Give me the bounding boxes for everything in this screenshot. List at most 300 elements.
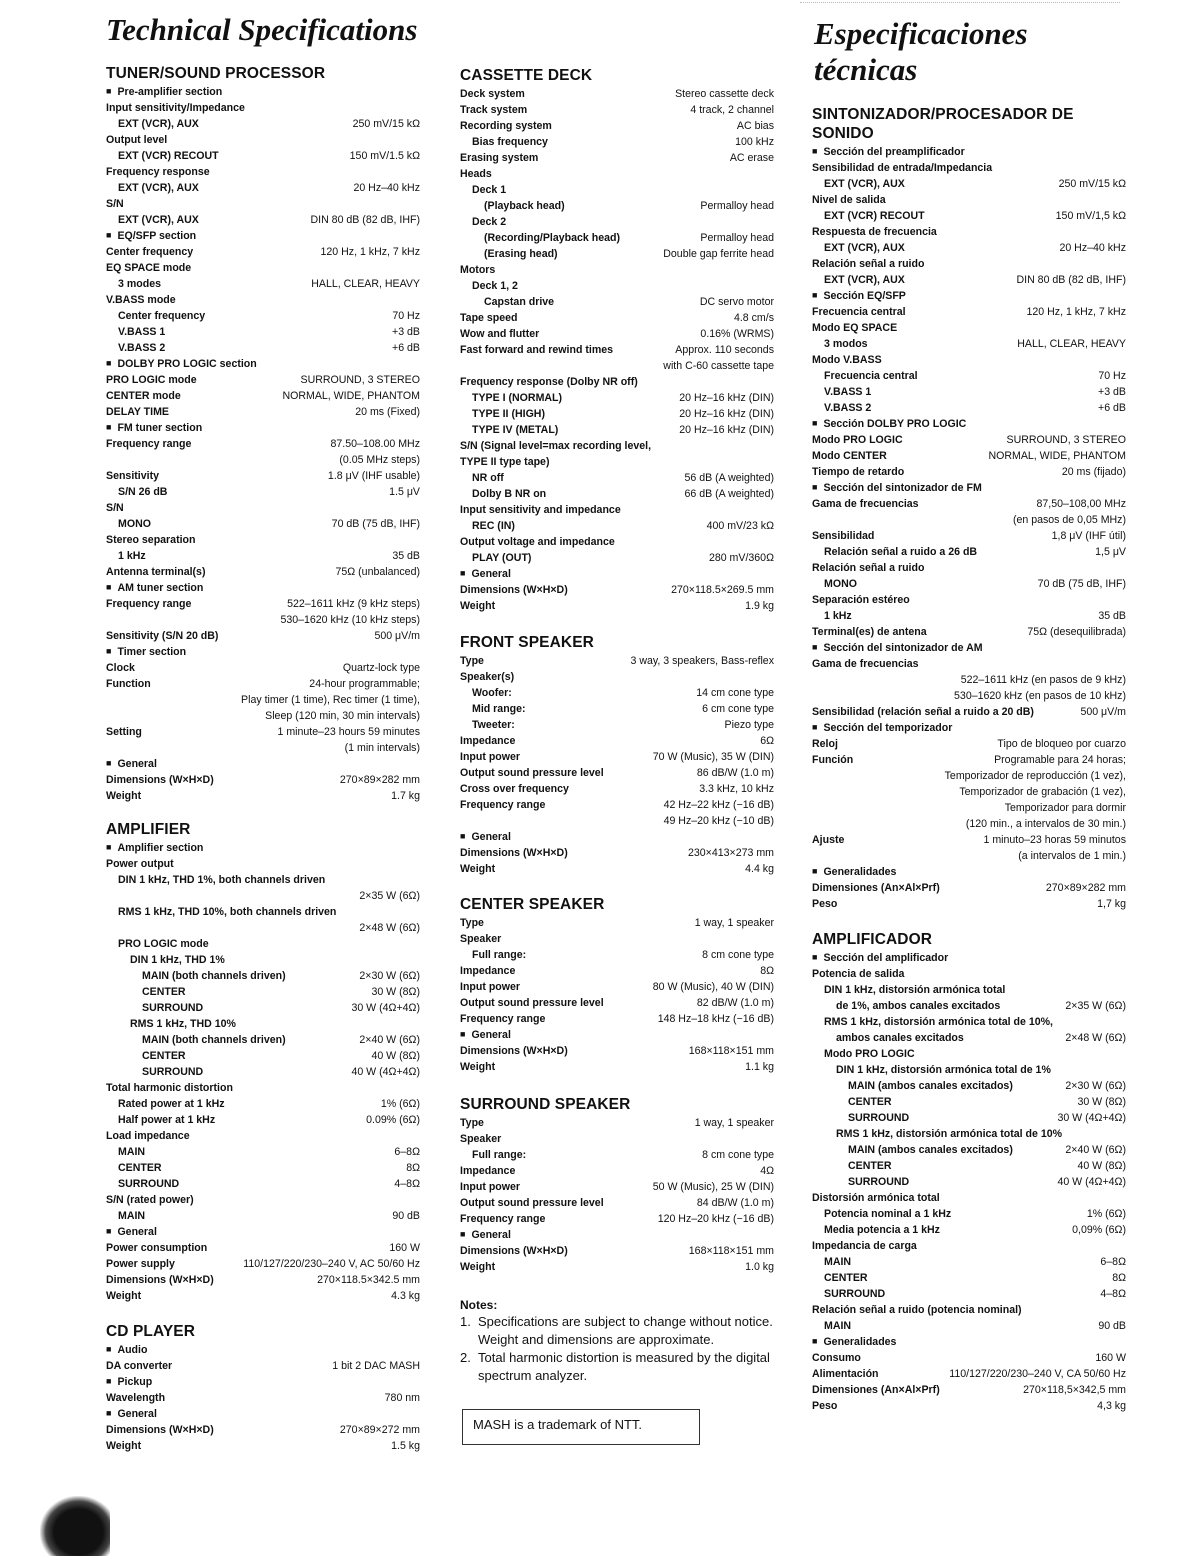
spec-value: Stereo cassette deck — [675, 88, 774, 100]
spec-value: 75Ω (desequilibrada) — [1027, 626, 1126, 638]
spec-value: +3 dB — [392, 326, 420, 338]
spec-row — [460, 534, 774, 550]
spec-value: 100 kHz — [735, 136, 774, 148]
spec-value: AC bias — [736, 120, 774, 132]
spec-subsection-header — [106, 1374, 420, 1390]
spec-label: RMS 1 kHz, THD 10% — [130, 1018, 236, 1030]
spec-row — [106, 388, 420, 404]
spec-value: 2×48 W (6Ω) — [1065, 1032, 1126, 1044]
note-text: Weight and dimensions are approximate. — [478, 1332, 715, 1347]
spec-value: 70 dB (75 dB, IHF) — [1037, 578, 1126, 590]
spec-label: Gama de frecuencias — [812, 498, 919, 510]
spec-label: Full range: — [472, 1149, 527, 1161]
spec-row — [812, 400, 1126, 416]
spec-label: Mid range: — [472, 703, 526, 715]
spec-label: V.BASS 1 — [118, 326, 166, 338]
spec-label: ■ General — [460, 829, 511, 845]
spec-row — [106, 984, 420, 1000]
spec-label: Weight — [106, 1440, 142, 1452]
spec-row — [106, 500, 420, 516]
spec-label: Dimensions (W×H×D) — [460, 847, 568, 859]
spec-value: 20 ms (fijado) — [1061, 466, 1126, 478]
spec-label: MAIN — [118, 1146, 146, 1158]
spec-label: Weight — [460, 1261, 496, 1273]
spec-label: Capstan drive — [484, 296, 555, 308]
spec-row — [812, 1350, 1126, 1366]
spec-value: 270×118.5×269.5 mm — [671, 584, 774, 596]
spec-label: Potencia de salida — [812, 968, 905, 980]
spec-label: Modo PRO LOGIC — [812, 434, 903, 446]
spec-label: ■ Timer section — [106, 644, 186, 660]
spec-row — [460, 502, 774, 518]
spec-value: 40 W (4Ω+4Ω) — [351, 1066, 420, 1078]
spec-value: 20 Hz–16 kHz (DIN) — [679, 424, 774, 436]
spec-row — [812, 1062, 1126, 1078]
spec-value-continuation: 2×48 W (6Ω) — [359, 922, 420, 934]
spec-label: EXT (VCR), AUX — [824, 178, 905, 190]
spec-label: ■ Audio — [106, 1342, 147, 1358]
spec-label: Output voltage and impedance — [460, 536, 615, 548]
spec-label: ■ General — [460, 1027, 511, 1043]
spec-row — [106, 676, 420, 692]
spec-row — [812, 1190, 1126, 1206]
spec-row — [460, 582, 774, 598]
spec-value: 1.1 kg — [745, 1061, 774, 1073]
spec-value: Tipo de bloqueo por cuarzo — [997, 738, 1126, 750]
spec-value: 20 ms (Fixed) — [355, 406, 420, 418]
spec-label: ■ Sección del sintonizador de FM — [812, 480, 982, 496]
spec-row — [812, 880, 1126, 896]
spec-row — [460, 182, 774, 198]
spec-row — [812, 384, 1126, 400]
spec-label: Dimensions (W×H×D) — [460, 584, 568, 596]
spec-value: 110/127/220/230–240 V, CA 50/60 Hz — [949, 1368, 1126, 1380]
spec-row — [812, 320, 1126, 336]
spec-label: Type — [460, 1117, 484, 1129]
spec-row — [460, 947, 774, 963]
spec-value: Double gap ferrite head — [663, 248, 774, 260]
spec-row — [812, 1238, 1126, 1254]
spec-label: MAIN (both channels driven) — [142, 1034, 286, 1046]
spec-value: 1,8 μV (IHF útil) — [1051, 530, 1126, 542]
spec-label: Setting — [106, 726, 142, 738]
spec-row — [812, 982, 1126, 998]
spec-row — [460, 454, 774, 470]
spec-label: ambos canales excitados — [836, 1032, 964, 1044]
spec-label: SURROUND — [142, 1002, 204, 1014]
spec-row — [460, 1195, 774, 1211]
spec-row — [812, 752, 1126, 768]
spec-subsection-header — [812, 720, 1126, 736]
spec-row — [460, 486, 774, 502]
spec-label: de 1%, ambos canales excitados — [836, 1000, 1001, 1012]
spec-label: Center frequency — [118, 310, 206, 322]
spec-value: HALL, CLEAR, HEAVY — [1017, 338, 1126, 350]
spec-label: Nivel de salida — [812, 194, 886, 206]
spec-label: Sensibilidad (relación señal a ruido a 20 dB) — [812, 706, 1034, 718]
spec-value: 56 dB (A weighted) — [684, 472, 774, 484]
spec-value-continuation: Temporizador de reproducción (1 vez), — [944, 770, 1126, 782]
spec-label: REC (IN) — [472, 520, 515, 532]
spec-value: 120 Hz–20 kHz (−16 dB) — [657, 1213, 774, 1225]
spec-label: 1 kHz — [824, 610, 852, 622]
spec-value: 4–8Ω — [394, 1178, 420, 1190]
spec-label: CENTER — [824, 1272, 868, 1284]
spec-label: Dimensiones (An×Al×Prf) — [812, 1384, 940, 1396]
spec-value: 250 mV/15 kΩ — [352, 118, 420, 130]
spec-row — [460, 979, 774, 995]
spec-label: Frequency response (Dolby NR off) — [460, 376, 638, 388]
spec-label: S/N (Signal level=max recording level, — [460, 440, 652, 452]
spec-subsection-header — [812, 480, 1126, 496]
spec-value: 1,5 μV — [1095, 546, 1126, 558]
spec-label: Weight — [460, 1061, 496, 1073]
spec-label: Frequency range — [460, 799, 546, 811]
spec-label: Output sound pressure level — [460, 1197, 604, 1209]
spec-value: 6Ω — [760, 735, 774, 747]
spec-label: Peso — [812, 1400, 838, 1412]
spec-label: Center frequency — [106, 246, 194, 258]
spec-row — [812, 736, 1126, 752]
spec-label: EXT (VCR), AUX — [824, 242, 905, 254]
spec-subsection-header — [106, 840, 420, 856]
spec-row — [460, 749, 774, 765]
spec-row — [460, 861, 774, 877]
section-surround-speaker — [460, 1095, 774, 1275]
spec-value: NORMAL, WIDE, PHANTOM — [988, 450, 1126, 462]
spec-value: 1% (6Ω) — [380, 1098, 420, 1110]
spec-label: Impedance — [460, 1165, 516, 1177]
spec-label: Ajuste — [812, 834, 845, 846]
spec-row — [812, 496, 1126, 512]
spec-value: 20 Hz–40 kHz — [353, 182, 420, 194]
spec-label: Track system — [460, 104, 528, 116]
spec-row — [812, 896, 1126, 912]
spec-value: 280 mV/360Ω — [708, 552, 774, 564]
spec-label: CENTER — [118, 1162, 162, 1174]
spec-label: MAIN (both channels driven) — [142, 970, 286, 982]
spec-label: Separación estéreo — [812, 594, 910, 606]
spec-label: ■ Sección del preamplificador — [812, 144, 965, 160]
note-number — [460, 1331, 478, 1349]
spec-row — [460, 102, 774, 118]
spec-label: Frequency range — [460, 1213, 546, 1225]
section-title: AMPLIFIER — [106, 821, 191, 838]
spec-label: Weight — [106, 790, 142, 802]
spec-value: 24-hour programmable; — [309, 678, 420, 690]
spec-label: EXT (VCR), AUX — [824, 274, 905, 286]
spec-label: 1 kHz — [118, 550, 146, 562]
spec-row — [106, 468, 420, 484]
spec-label: Output level — [106, 134, 168, 146]
spec-label: ■ Sección del temporizador — [812, 720, 952, 736]
spec-row — [106, 1272, 420, 1288]
spec-label: ■ Generalidades — [812, 1334, 896, 1350]
spec-label: Fast forward and rewind times — [460, 344, 614, 356]
spec-value: 2×40 W (6Ω) — [1065, 1144, 1126, 1156]
spec-row — [812, 1158, 1126, 1174]
spec-label: Frecuencia central — [812, 306, 906, 318]
spec-label: Input power — [460, 981, 521, 993]
spec-subsection-header — [106, 580, 420, 596]
spec-row — [812, 304, 1126, 320]
spec-row — [812, 1142, 1126, 1158]
spec-row — [106, 132, 420, 148]
spec-value: 70 Hz — [1098, 370, 1126, 382]
spec-value-continuation: 530–1620 kHz (10 kHz steps) — [280, 614, 420, 626]
spec-label: Speaker(s) — [460, 671, 515, 683]
note-item — [460, 1331, 774, 1349]
spec-label: Gama de frecuencias — [812, 658, 919, 670]
spec-label: Type — [460, 917, 484, 929]
section-amplificador — [812, 930, 1126, 1414]
spec-value: 3.3 kHz, 10 kHz — [699, 783, 774, 795]
spec-value: 1 minute–23 hours 59 minutes — [277, 726, 420, 738]
spec-row — [106, 772, 420, 788]
spec-value: 2×30 W (6Ω) — [359, 970, 420, 982]
spec-value: Piezo type — [724, 719, 774, 731]
spec-subsection-header — [106, 228, 420, 244]
spec-label: Function — [106, 678, 151, 690]
spec-row — [812, 1382, 1126, 1398]
spec-row — [812, 176, 1126, 192]
spec-row — [812, 256, 1126, 272]
spec-label: Modo EQ SPACE — [812, 322, 898, 334]
spec-label: Frequency range — [106, 438, 192, 450]
spec-value: 70 W (Music), 35 W (DIN) — [652, 751, 774, 763]
spec-row — [812, 1046, 1126, 1062]
spec-label: Weight — [460, 600, 496, 612]
spec-value: DIN 80 dB (82 dB, IHF) — [310, 214, 420, 226]
spec-row — [106, 788, 420, 804]
spec-row — [106, 1288, 420, 1304]
spec-label: CENTER mode — [106, 390, 181, 402]
spec-subsection-header — [812, 288, 1126, 304]
spec-value: 86 dB/W (1.0 m) — [696, 767, 774, 779]
spec-value: 66 dB (A weighted) — [684, 488, 774, 500]
spec-value-continuation: (a intervalos de 1 min.) — [1018, 850, 1126, 862]
spec-label: S/N — [106, 198, 124, 210]
spec-label: Frequency range — [106, 598, 192, 610]
spec-label: SURROUND — [824, 1288, 886, 1300]
spec-row — [460, 422, 774, 438]
spec-row — [460, 150, 774, 166]
spec-label: Cross over frequency — [460, 783, 569, 795]
spec-label: Peso — [812, 898, 838, 910]
spec-value: 30 W (4Ω+4Ω) — [351, 1002, 420, 1014]
spec-row — [106, 872, 420, 888]
spec-row — [812, 1014, 1126, 1030]
spec-value-continuation: 49 Hz–20 kHz (−10 dB) — [663, 815, 774, 827]
spec-row — [812, 1094, 1126, 1110]
note-item — [460, 1313, 774, 1331]
spec-value: 160 W — [1095, 1352, 1126, 1364]
spec-value: 1,7 kg — [1097, 898, 1126, 910]
spec-label: Bias frequency — [472, 136, 548, 148]
spec-row — [812, 624, 1126, 640]
spec-label: ■ FM tuner section — [106, 420, 202, 436]
spec-subsection-header — [106, 1342, 420, 1358]
spec-label: Power supply — [106, 1258, 175, 1270]
spec-row — [106, 1112, 420, 1128]
spec-row — [812, 352, 1126, 368]
spec-value: 500 μV/m — [1080, 706, 1126, 718]
spec-row — [812, 336, 1126, 352]
spec-value-continuation: (0.05 MHz steps) — [339, 454, 420, 466]
spec-row — [460, 765, 774, 781]
spec-row — [106, 1358, 420, 1374]
spec-label: Deck 1 — [472, 184, 507, 196]
spec-value: 50 W (Music), 25 W (DIN) — [652, 1181, 774, 1193]
spec-value-continuation: 522–1611 kHz (en pasos de 9 kHz) — [960, 674, 1126, 686]
spec-label: Impedancia de carga — [812, 1240, 917, 1252]
spec-row — [812, 368, 1126, 384]
spec-label: MONO — [118, 518, 151, 530]
spec-label: ■ Sección del sintonizador de AM — [812, 640, 983, 656]
spec-label: Load impedance — [106, 1130, 190, 1142]
spec-row — [460, 262, 774, 278]
page-title: Technical Specifications — [106, 12, 418, 47]
spec-row — [106, 724, 420, 740]
note-number: 1. — [460, 1314, 471, 1329]
spec-label: V.BASS 2 — [824, 402, 872, 414]
spec-row — [460, 931, 774, 947]
spec-label: ■ Pre-amplifier section — [106, 84, 222, 100]
spec-label: SURROUND — [142, 1066, 204, 1078]
spec-label: Stereo separation — [106, 534, 196, 546]
spec-row — [460, 781, 774, 797]
spec-label: SURROUND — [848, 1176, 910, 1188]
spec-label: Weight — [460, 863, 496, 875]
spec-label: TYPE IV (METAL) — [472, 424, 559, 436]
spec-row — [106, 1390, 420, 1406]
spec-label: ■ Pickup — [106, 1374, 152, 1390]
spec-value: SURROUND, 3 STEREO — [1006, 434, 1126, 446]
spec-label: Deck 2 — [472, 216, 507, 228]
spec-value: 84 dB/W (1.0 m) — [696, 1197, 774, 1209]
spec-label: CENTER — [848, 1096, 892, 1108]
spec-value: 4 track, 2 channel — [690, 104, 774, 116]
spec-label: EQ SPACE mode — [106, 262, 192, 274]
spec-row — [106, 1144, 420, 1160]
spec-row — [106, 180, 420, 196]
spec-row — [460, 134, 774, 150]
spec-value: 270×89×272 mm — [339, 1424, 420, 1436]
spec-row — [106, 516, 420, 532]
spec-value: 120 Hz, 1 kHz, 7 kHz — [320, 246, 420, 258]
spec-row — [812, 240, 1126, 256]
spec-row — [106, 196, 420, 212]
spec-row — [460, 1147, 774, 1163]
spec-label: PRO LOGIC mode — [106, 374, 197, 386]
spec-label: Heads — [460, 168, 492, 180]
spec-value-continuation: 2×35 W (6Ω) — [359, 890, 420, 902]
spec-value: 80 W (Music), 40 W (DIN) — [652, 981, 774, 993]
spec-row — [106, 596, 420, 612]
spec-subsection-header — [106, 644, 420, 660]
spec-row — [106, 628, 420, 644]
spec-row — [460, 1163, 774, 1179]
spec-label: Distorsión armónica total — [812, 1192, 940, 1204]
spec-subsection-header — [460, 566, 774, 582]
spec-row — [460, 717, 774, 733]
spec-row — [460, 278, 774, 294]
spec-value: +6 dB — [392, 342, 420, 354]
spec-value: 1 way, 1 speaker — [694, 1117, 774, 1129]
spec-row — [812, 656, 1126, 672]
spec-label: Power consumption — [106, 1242, 208, 1254]
spec-value: 4–8Ω — [1100, 1288, 1126, 1300]
spec-value: 522–1611 kHz (9 kHz steps) — [287, 598, 420, 610]
note-text: Total harmonic distortion is measured by the digital spectrum analyzer. — [478, 1350, 770, 1383]
spec-row — [812, 1206, 1126, 1222]
spec-label: Motors — [460, 264, 496, 276]
spec-label: Sensibilidad de entrada/Impedancia — [812, 162, 993, 174]
spec-value: 4.3 kg — [391, 1290, 420, 1302]
spec-label: Wow and flutter — [460, 328, 540, 340]
spec-label: ■ Sección DOLBY PRO LOGIC — [812, 416, 966, 432]
spec-row — [106, 244, 420, 260]
spec-value: 270×118,5×342,5 mm — [1023, 1384, 1126, 1396]
spec-value: 0.16% (WRMS) — [700, 328, 774, 340]
spec-label: Dimensiones (An×Al×Prf) — [812, 882, 940, 894]
spec-row — [460, 1043, 774, 1059]
spec-label: Rated power at 1 kHz — [118, 1098, 225, 1110]
spec-value: 2×30 W (6Ω) — [1065, 1080, 1126, 1092]
spec-row — [106, 952, 420, 968]
spec-row — [460, 518, 774, 534]
spec-value: 230×413×273 mm — [688, 847, 774, 859]
spec-label: Dimensions (W×H×D) — [460, 1245, 568, 1257]
spec-rows — [460, 1115, 774, 1275]
spec-value: 110/127/220/230–240 V, AC 50/60 Hz — [243, 1258, 420, 1270]
spec-value: Quartz-lock type — [342, 662, 420, 674]
spec-label: SURROUND — [848, 1112, 910, 1124]
spec-label: Frequency response — [106, 166, 210, 178]
spec-label: Recording system — [460, 120, 552, 132]
spec-label: 3 modes — [118, 278, 161, 290]
spec-row — [812, 1318, 1126, 1334]
spec-value: 70 Hz — [392, 310, 420, 322]
spec-label: ■ Sección del amplificador — [812, 950, 948, 966]
spec-row — [460, 166, 774, 182]
spec-label: Speaker — [460, 1133, 502, 1145]
spec-label: Impedance — [460, 965, 516, 977]
spec-value: DIN 80 dB (82 dB, IHF) — [1016, 274, 1126, 286]
spec-row — [106, 372, 420, 388]
spec-row — [106, 116, 420, 132]
spec-value: 2×35 W (6Ω) — [1065, 1000, 1126, 1012]
spec-value: 4Ω — [760, 1165, 774, 1177]
spec-row — [812, 160, 1126, 176]
spec-row — [460, 1059, 774, 1075]
spec-value: Approx. 110 seconds — [675, 344, 774, 356]
spec-row — [106, 1016, 420, 1032]
spec-value: 1.5 kg — [391, 1440, 420, 1452]
spec-value: 148 Hz–18 kHz (−16 dB) — [657, 1013, 774, 1025]
spec-rows — [812, 950, 1126, 1414]
spec-row — [812, 1366, 1126, 1382]
spec-row — [106, 340, 420, 356]
spec-value-continuation: 530–1620 kHz (en pasos de 10 kHz) — [954, 690, 1126, 702]
spec-value: 1 bit 2 DAC MASH — [332, 1360, 420, 1372]
spec-row — [812, 208, 1126, 224]
spec-value-continuation: (1 min intervals) — [344, 742, 420, 754]
spec-value: 30 W (8Ω) — [1077, 1096, 1126, 1108]
spec-value: 3 way, 3 speakers, Bass-reflex — [630, 655, 774, 667]
spec-subsection-header — [812, 416, 1126, 432]
spec-row — [106, 936, 420, 952]
